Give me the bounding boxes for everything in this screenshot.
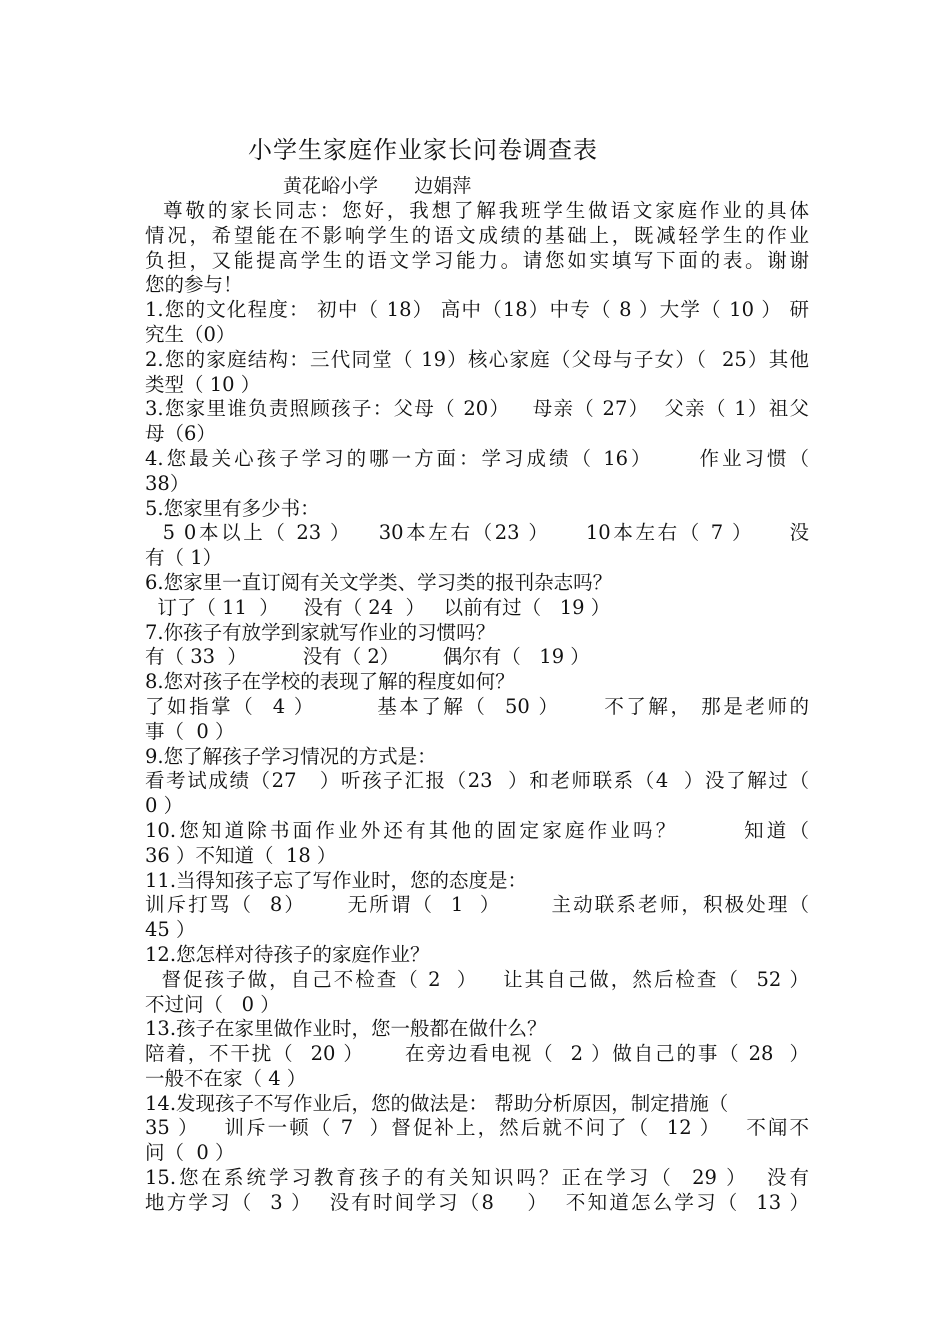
text-line: 38） [145,471,190,495]
text-line: 母（6） [145,422,216,446]
text-line: 12.您怎样对待孩子的家庭作业？ [145,942,430,966]
text-line: 问（ 0 ） [145,1141,235,1165]
text-line: 7.你孩子有放学到家就写作业的习惯吗？ [145,620,496,644]
text-line: 尊敬的家长同志：您好，我想了解我班学生做语文家庭作业的具体 [145,199,809,222]
text-line: 究生（0） [145,322,236,346]
text-line: 陪着，不干扰（ 20 ） 在旁边看电视（ 2 ）做自己的事（ 28 ） [145,1042,809,1066]
text-line: 订了（ 11 ） 没有（ 24 ） 以前有过（ 19 ） [145,595,611,619]
text-line: 8.您对孩子在学校的表现了解的程度如何？ [145,670,515,694]
text-line: 情况，希望能在不影响学生的语文成绩的基础上，既减轻学生的作业 [145,223,809,247]
text-line: 2.您的家庭结构：三代同堂（ 19）核心家庭（父母与子女）（ 25）其他 [145,347,809,371]
author-line: 黄花峪小学 边娟萍 [283,175,472,197]
text-line: 14.发现孩子不写作业后，您的做法是： 帮助分析原因，制定措施（ [145,1091,729,1115]
text-line: 10.您知道除书面作业外还有其他的固定家庭作业吗？ 知道（ [145,818,809,842]
text-line: 一般不在家（ 4 ） [145,1066,307,1090]
text-line: 6.您家里一直订阅有关文学类、学习类的报刊杂志吗？ [145,570,613,594]
text-line: 事（ 0 ） [145,719,235,743]
text-line: 您的参与！ [145,273,243,297]
text-line: 0 ） [145,794,184,818]
text-line: 35 ） 训斥一顿（ 7 ）督促补上，然后就不问了（ 12 ） 不闻不 [145,1116,809,1140]
text-line: 11.当得知孩子忘了写作业时，您的态度是： [145,868,528,892]
text-line: 类型（ 10 ） [145,372,261,396]
document-title: 小学生家庭作业家长问卷调查表 [248,136,598,164]
text-line: 45 ） [145,918,196,942]
text-line: 了如指掌（ 4 ） 基本了解（ 50 ） 不了解， 那是老师的 [145,694,809,718]
text-line: 训斥打骂（ 8） 无所谓（ 1 ） 主动联系老师，积极处理（ [145,893,809,917]
text-line: 督促孩子做，自己不检查（ 2 ） 让其自己做，然后检查（ 52 ） [145,967,809,991]
text-line: 9.您了解孩子学习情况的方式是： [145,744,437,768]
text-line: 地方学习（ 3 ） 没有时间学习（8 ） 不知道怎么学习（ 13 ） [145,1190,809,1214]
text-line: 15.您在系统学习教育孩子的有关知识吗？正在学习（ 29 ） 没有 [145,1166,809,1190]
text-line: 有（ 1） [145,546,223,570]
text-line: 5.您家里有多少书： [145,496,320,520]
text-line: 1.您的文化程度： 初中（ 18） 高中（18）中专（ 8 ）大学（ 10 ） 研 [145,298,809,322]
text-line: 负担，又能提高学生的语文学习能力。请您如实填写下面的表。谢谢 [145,248,809,272]
text-line: 不过问（ 0 ） [145,992,280,1016]
questionnaire-body [145,199,809,1216]
text-line: 36 ）不知道（ 18 ） [145,843,337,867]
text-line: 5 0本以上（ 23 ） 30本左右（23 ） 10本左右（ 7 ） 没 [145,521,809,545]
text-line: 3.您家里谁负责照顾孩子：父母（ 20） 母亲（ 27） 父亲（ 1）祖父 [145,397,809,421]
text-line: 13.孩子在家里做作业时，您一般都在做什么？ [145,1017,547,1041]
text-line: 看考试成绩（27 ）听孩子汇报（23 ）和老师联系（4 ）没了解过（ [145,769,809,793]
text-line: 4.您最关心孩子学习的哪一方面：学习成绩（ 16） 作业习惯（ [145,446,809,470]
text-line: 有（ 33 ） 没有（ 2） 偶尔有（ 19 ） [145,645,590,669]
